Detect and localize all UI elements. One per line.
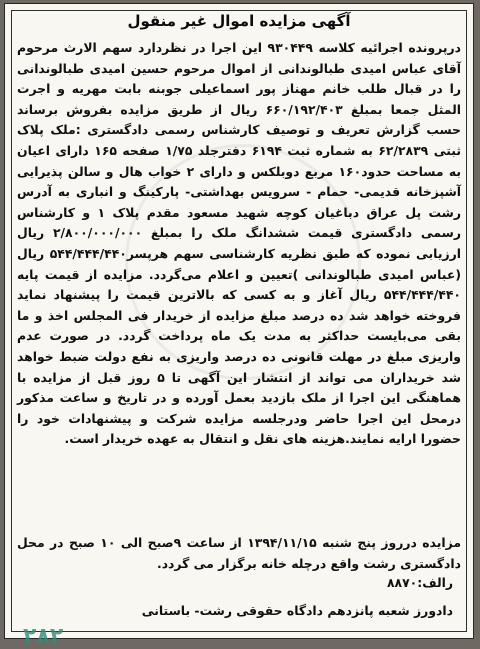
- notice-paper: [4, 3, 474, 649]
- auction-schedule: مزایده درروز پنج شنبه ۱۳۹۴/۱۱/۱۵ از ساعت ۹صبح الی ۱۰ صبح در محل دادگستری رشت واقع درچله خانه برگزار می گردد.: [17, 535, 461, 571]
- notice-body-text: درپرونده اجرائیه کلاسه ۹۳۰۴۴۹ این اجرا در نظردارد سهم الارث مرحوم آقای عباس امیدی طبالوندانی از اموال مرحوم حسین امیدی طبالوندانی را در قبال طلب خانم مهناز پور اسماعیلی جوبنه بابت مهریه و اجرت المثل جمعا بمبلغ ۶۶۰/۱۹۲/۴۰۳ ریال از طریق مزایده بفروش برساند حسب گزارش تعریف و توصیف کارشناس رسمی دادگستری :ملک پلاک ثبتی ۶۲/۲۸۳۹ به شماره ثبت ۶۱۹۴ دفترجلد ۱/۷۵ صفحه ۱۶۵ دارای اعیان به مساحت حدود۱۶۰ مربع دوبلکس و دارای ۲ خواب هال و سالن پذیرایی آشپزخانه قدیمی- حمام - سرویس بهداشتی- پارکینگ و انباری به آدرس رشت پل عراق دباغیان کوچه شهید مسعود مقدم پلاک ۱ و کارشناس رسمی دادگستری قیمت ششدانگ ملک را بمبلغ ۲/۸۰۰/۰۰۰/۰۰۰ ریال ارزیابی نموده که طبق نظریه کارشناسی سهم هرپسر۵۴۴/۴۴۴/۴۴۰ ریال (عباس امیدی طبالوندانی )تعیین و اعلام می‌گردد. مزایده از قیمت پایه ۵۴۴/۴۴۴/۴۴۰ ریال آغاز و به کسی که بالاترین قیمت را پیشنهاد نماید فروخته خواهد شد ده درصد مبلغ مزایده از خریدار فی المجلس اخذ و ما بقی می‌بایست حداکثر به مدت یک ماه پرداخت گردد. در صورت عدم واریزی مبلغ در مهلت قانونی ده درصد واریزی به نفع دولت ضبط خواهد شد خریداران می تواند از انتشار این آگهی تا ۵ روز قبل از مزایده با هماهنگی این اجرا از ملک بازدید بعمل آورده و در تاریخ و ساعت مذکور درمحل این اجرا حاضر ودرجلسه مزایده شرکت و پیشنهادات خود را حضورا ارایه نمایند.هزینه های نقل و انتقال به عهده خریدار است.: [17, 40, 462, 447]
- notice-body: [17, 38, 461, 450]
- notice-title: آگهی مزایده اموال غیر منقول: [127, 12, 351, 30]
- signature-line: دادورز شعبه پانزدهم دادگاه حقوقی رشت- باستانی: [141, 603, 453, 618]
- handwritten-stamp: ۲۸۲: [23, 624, 64, 649]
- reference-number: رالف:۸۸۷۰: [386, 575, 453, 590]
